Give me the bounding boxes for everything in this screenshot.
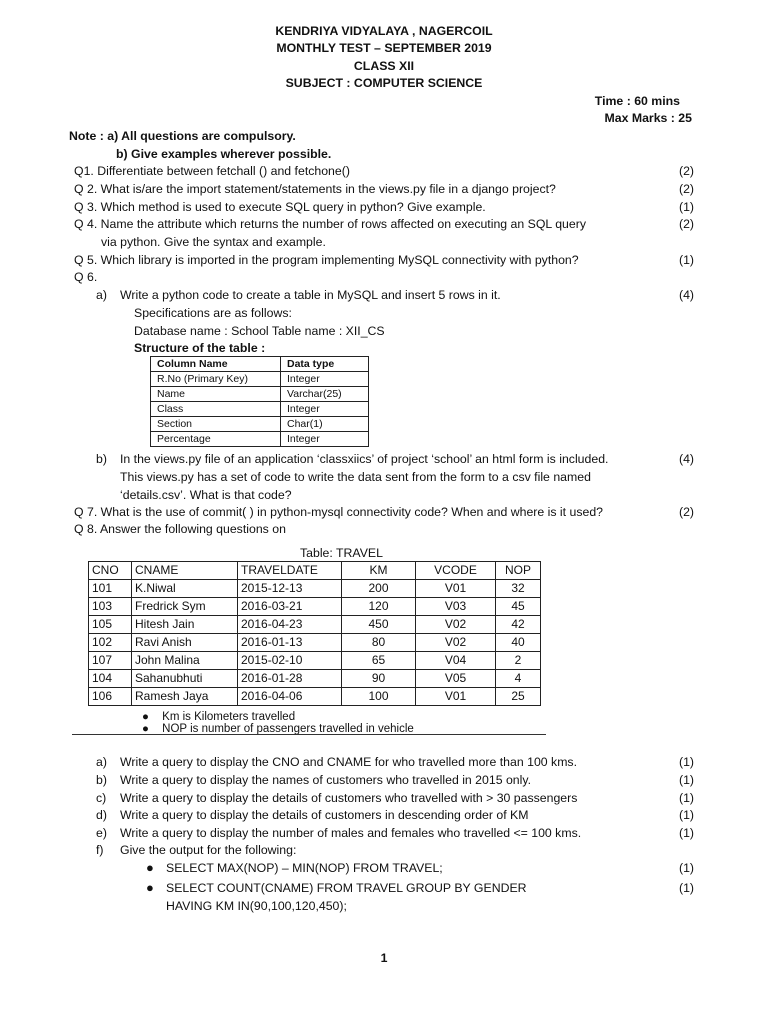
spec-line: Specifications are as follows:	[134, 306, 292, 320]
table-row	[89, 652, 541, 670]
database-line: Database name : School Table name : XII_CS	[134, 324, 385, 338]
q6b-line-3: ‘details.csv’. What is that code?	[120, 488, 292, 502]
output-marks: (1)	[678, 881, 694, 895]
question-text: Q1. Differentiate between fetchall () and fetchone()	[74, 164, 350, 178]
column-header: VCODE	[416, 562, 496, 580]
q8-part-a	[0, 754, 768, 770]
part-label: c)	[96, 791, 107, 805]
bullet-icon: ●	[146, 860, 154, 875]
output-marks: (1)	[678, 861, 694, 875]
table-row	[151, 417, 369, 432]
test-title: MONTHLY TEST – SEPTEMBER 2019	[276, 41, 492, 55]
table-cell: 450	[342, 616, 416, 634]
table-header-row	[151, 357, 369, 372]
table-cell: 102	[89, 634, 132, 652]
question-text: Q 3. Which method is used to execute SQL query in python? Give example.	[74, 200, 486, 214]
part-text: Write a query to display the number of males and females who travelled <= 100 kms.	[120, 826, 582, 840]
table-cell: Sahanubhuti	[132, 670, 238, 688]
table-row	[151, 402, 369, 417]
output-query-continued: HAVING KM IN(90,100,120,450);	[166, 899, 347, 913]
question-7	[0, 504, 768, 520]
table-cell: V01	[416, 580, 496, 598]
part-label: b)	[96, 773, 107, 787]
table-cell: Percentage	[151, 432, 281, 447]
part-marks: (1)	[678, 773, 694, 787]
table-cell: 107	[89, 652, 132, 670]
column-header: NOP	[496, 562, 541, 580]
table-row	[89, 670, 541, 688]
note-text: NOP is number of passengers travelled in vehicle	[162, 723, 414, 735]
column-header: KM	[342, 562, 416, 580]
table-cell: 2016-04-23	[238, 616, 342, 634]
q8-part-f	[0, 842, 768, 858]
part-marks: (1)	[678, 791, 694, 805]
part-label: e)	[96, 826, 107, 840]
table-cell: V02	[416, 616, 496, 634]
table-note-1	[142, 711, 295, 723]
table-cell: Char(1)	[281, 417, 369, 432]
travel-table	[88, 561, 541, 706]
question-text: Q 5. Which library is imported in the program implementing MySQL connectivity with python?	[74, 253, 579, 267]
table-row	[151, 387, 369, 402]
school-name: KENDRIYA VIDYALAYA , NAGERCOIL	[275, 24, 493, 38]
question-marks: (1)	[678, 200, 694, 214]
table-cell: V05	[416, 670, 496, 688]
table-cell: 104	[89, 670, 132, 688]
output-item-1	[0, 860, 768, 876]
output-query: SELECT COUNT(CNAME) FROM TRAVEL GROUP BY GENDER	[166, 881, 527, 895]
q8-part-d	[0, 807, 768, 823]
question-text: Q 7. What is the use of commit( ) in python-mysql connectivity code? When and where is it used?	[74, 505, 604, 519]
q8-part-b	[0, 772, 768, 788]
bullet-icon: ●	[142, 711, 149, 723]
table-cell: 2016-04-06	[238, 688, 342, 706]
subject-label: SUBJECT : COMPUTER SCIENCE	[285, 76, 483, 90]
question-2	[0, 181, 768, 197]
table-row	[151, 432, 369, 447]
table-cell: 101	[89, 580, 132, 598]
output-item-2	[0, 880, 768, 896]
part-label: d)	[96, 808, 107, 822]
question-3	[0, 199, 768, 215]
table-row	[89, 634, 541, 652]
table-cell: 65	[342, 652, 416, 670]
question-text: Q 6.	[74, 270, 98, 284]
question-text: via python. Give the syntax and example.	[101, 235, 326, 249]
table-cell: 2	[496, 652, 541, 670]
table-cell: 80	[342, 634, 416, 652]
q6-part-a	[0, 287, 768, 303]
table-row	[89, 598, 541, 616]
table-cell: V03	[416, 598, 496, 616]
table-cell: 106	[89, 688, 132, 706]
q6b-line-2: This views.py has a set of code to write the data sent from the form to a csv file named	[120, 470, 591, 484]
table-cell: Ramesh Jaya	[132, 688, 238, 706]
page-number: 1	[380, 951, 388, 965]
question-4	[0, 216, 768, 232]
note-a: Note : a) All questions are compulsory.	[69, 129, 296, 143]
table-cell: 4	[496, 670, 541, 688]
q8-part-c	[0, 790, 768, 806]
question-marks: (2)	[678, 505, 694, 519]
table-cell: 32	[496, 580, 541, 598]
part-label: a)	[96, 288, 107, 302]
structure-line: Structure of the table :	[134, 341, 266, 355]
table-cell: 2016-01-28	[238, 670, 342, 688]
table-cell: 40	[496, 634, 541, 652]
question-5	[0, 252, 768, 268]
part-text: Write a query to display the CNO and CNAME for who travelled more than 100 kms.	[120, 755, 578, 769]
travel-table-caption: Table: TRAVEL	[300, 546, 383, 560]
question-text: Q 2. What is/are the import statement/statements in the views.py file in a django project?	[74, 182, 556, 196]
part-marks: (1)	[678, 826, 694, 840]
part-marks: (4)	[678, 288, 694, 302]
question-8	[0, 521, 768, 537]
table-cell: 45	[496, 598, 541, 616]
question-4-continued	[0, 234, 768, 250]
bullet-icon: ●	[146, 880, 154, 895]
q8-part-e	[0, 825, 768, 841]
table-cell: Fredrick Sym	[132, 598, 238, 616]
table-cell: 100	[342, 688, 416, 706]
time-label: Time : 60 mins	[594, 94, 680, 108]
table-cell: 2016-03-21	[238, 598, 342, 616]
table-cell: R.No (Primary Key)	[151, 372, 281, 387]
note-b: b) Give examples wherever possible.	[116, 147, 332, 161]
table-cell: 105	[89, 616, 132, 634]
table-cell: Class	[151, 402, 281, 417]
column-header: Data type	[281, 357, 369, 372]
table-cell: Section	[151, 417, 281, 432]
part-label: a)	[96, 755, 107, 769]
part-text: Write a python code to create a table in MySQL and insert 5 rows in it.	[120, 288, 501, 302]
part-marks: (1)	[678, 808, 694, 822]
question-marks: (2)	[678, 164, 694, 178]
table-header-row	[89, 562, 541, 580]
class-label: CLASS XII	[353, 59, 415, 73]
part-text: Write a query to display the details of customers who travelled with > 30 passengers	[120, 791, 578, 805]
divider-line	[72, 734, 546, 735]
structure-table	[150, 356, 369, 447]
table-row	[89, 616, 541, 634]
part-text: Write a query to display the names of customers who travelled in 2015 only.	[120, 773, 532, 787]
table-cell: 120	[342, 598, 416, 616]
table-cell: Integer	[281, 372, 369, 387]
table-cell: 103	[89, 598, 132, 616]
table-cell: Ravi Anish	[132, 634, 238, 652]
column-header: CNAME	[132, 562, 238, 580]
table-cell: 200	[342, 580, 416, 598]
table-cell: 25	[496, 688, 541, 706]
table-cell: Integer	[281, 402, 369, 417]
question-text: Q 8. Answer the following questions on	[74, 522, 286, 536]
column-header: TRAVELDATE	[238, 562, 342, 580]
table-cell: V01	[416, 688, 496, 706]
table-row	[151, 372, 369, 387]
question-6	[0, 269, 768, 285]
column-header: Column Name	[151, 357, 281, 372]
table-cell: Integer	[281, 432, 369, 447]
part-label: f)	[96, 843, 104, 857]
table-cell: Varchar(25)	[281, 387, 369, 402]
table-cell: 2016-01-13	[238, 634, 342, 652]
table-cell: K.Niwal	[132, 580, 238, 598]
table-cell: V02	[416, 634, 496, 652]
part-marks: (1)	[678, 755, 694, 769]
table-cell: V04	[416, 652, 496, 670]
note-text: Km is Kilometers travelled	[162, 711, 296, 723]
q6-part-b	[0, 451, 768, 467]
question-marks: (2)	[678, 217, 694, 231]
table-cell: Name	[151, 387, 281, 402]
table-cell: 90	[342, 670, 416, 688]
table-cell: Hitesh Jain	[132, 616, 238, 634]
question-marks: (1)	[678, 253, 694, 267]
bullet-icon: ●	[142, 723, 149, 735]
question-1	[0, 163, 768, 179]
table-cell: 2015-12-13	[238, 580, 342, 598]
part-text: Give the output for the following:	[120, 843, 297, 857]
part-label: b)	[96, 452, 107, 466]
question-text: Q 4. Name the attribute which returns the number of rows affected on executing an SQL query	[74, 217, 586, 231]
table-cell: 2015-02-10	[238, 652, 342, 670]
output-query: SELECT MAX(NOP) – MIN(NOP) FROM TRAVEL;	[166, 861, 443, 875]
column-header: CNO	[89, 562, 132, 580]
table-row	[89, 580, 541, 598]
part-text: Write a query to display the details of customers in descending order of KM	[120, 808, 529, 822]
part-marks: (4)	[678, 452, 694, 466]
table-cell: 42	[496, 616, 541, 634]
part-text: In the views.py file of an application ‘classxiics’ of project ‘school’ an html form is included.	[120, 452, 609, 466]
table-row	[89, 688, 541, 706]
question-marks: (2)	[678, 182, 694, 196]
table-cell: John Malina	[132, 652, 238, 670]
max-marks-label: Max Marks : 25	[604, 111, 692, 125]
